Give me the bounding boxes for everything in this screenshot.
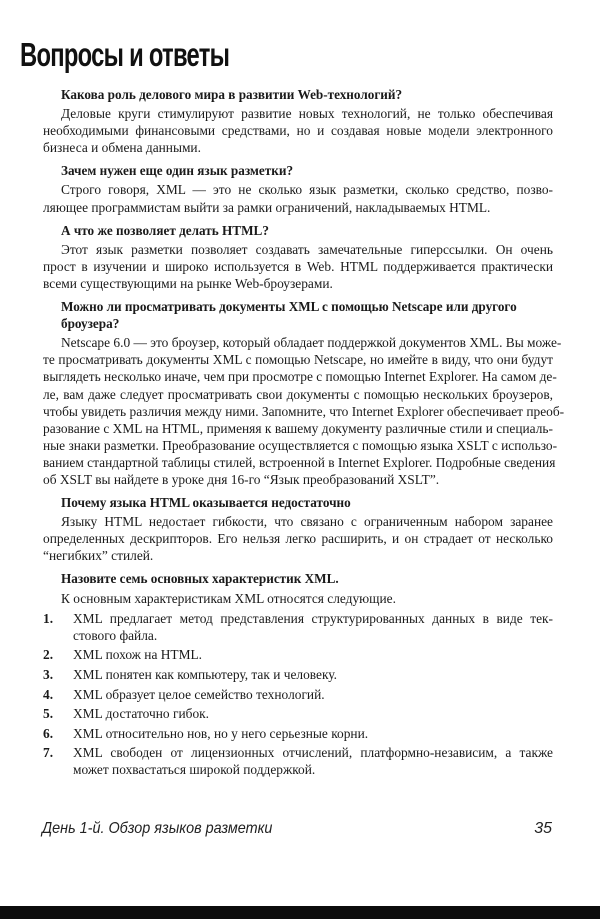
answer-paragraph xyxy=(43,590,553,607)
list-item xyxy=(43,686,553,703)
text-line: бизнеса и обмена данными. xyxy=(43,140,201,156)
text-line: Netscape 6.0 — это броузер, который обладает поддержкой документов XML. Вы може- xyxy=(61,335,562,351)
list-item xyxy=(43,610,553,644)
text-line: XML образует целое семейство технологий. xyxy=(73,686,325,702)
list-item xyxy=(43,666,553,683)
text-line: К основным характеристикам XML относятся следующие. xyxy=(61,590,396,606)
list-number: 5. xyxy=(43,706,54,722)
page-number: 35 xyxy=(534,820,552,837)
text-line: ляющее программистам выйти за рамки ограничений, накладываемых HTML. xyxy=(43,199,491,215)
answer-paragraph xyxy=(43,513,553,564)
text-line: может похвастаться широкой поддержкой. xyxy=(73,762,316,778)
list-number: 7. xyxy=(43,745,54,761)
text-line: всеми существующими на рынке Web-броузерами. xyxy=(43,275,333,291)
list-number: 2. xyxy=(43,647,54,663)
text-line: об XSLT вы найдете в уроке дня 16-го “Язык преобразований XSLT”. xyxy=(43,471,440,487)
question-heading: Зачем нужен еще один язык разметки? xyxy=(61,163,294,179)
list-item xyxy=(43,725,553,742)
list-number: 4. xyxy=(43,686,54,702)
page-title: Вопросы и ответы xyxy=(20,36,230,73)
answer-paragraph xyxy=(43,241,553,292)
list-item xyxy=(43,744,553,778)
list-text xyxy=(73,610,553,644)
list-number: 3. xyxy=(43,666,54,682)
question-heading: Почему языка HTML оказывается недостаточно xyxy=(61,495,351,511)
feature-list xyxy=(43,610,553,779)
text-line: прост в изучении и широко используется в Web. HTML поддерживается практически xyxy=(43,258,553,274)
text-line: XML свободен от лицензионных отчислений, платформно-независим, а также xyxy=(73,745,553,761)
text-line: ле, вам даже следует просматривать свои документы с помощью нескольких броузеров, xyxy=(43,386,553,402)
list-text xyxy=(73,705,553,722)
answer-paragraph xyxy=(43,181,553,215)
text-line: Строго говоря, XML — это не сколько язык разметки, сколько средство, позво- xyxy=(61,182,553,198)
list-number: 6. xyxy=(43,725,54,741)
text-line: XML относительно нов, но у него серьезные корни. xyxy=(73,725,369,741)
text-line: чтобы увидеть различия между ними. Запомните, что Internet Explorer обеспечивает преоб- xyxy=(43,403,565,419)
text-line: разование с XML на HTML, применяя к вашему документу различные стили и специаль- xyxy=(43,420,553,436)
text-line: те просматривать документы XML с помощью Netscape, но имейте в виду, что они будут xyxy=(43,352,553,368)
text-line: XML предлагает метод представления структурированных данных в виде тек- xyxy=(73,610,553,626)
list-text xyxy=(73,666,553,683)
list-item xyxy=(43,705,553,722)
text-line: Этот язык разметки позволяет создавать замечательные гиперссылки. Он очень xyxy=(61,241,553,257)
question-heading: Назовите семь основных характеристик XML. xyxy=(61,571,339,587)
text-line: необходимыми финансовыми средствами, но и создавая новые модели электронного xyxy=(43,123,553,139)
list-text xyxy=(73,725,553,742)
text-line: XML достаточно гибок. xyxy=(73,706,209,722)
text-line: XML похож на HTML. xyxy=(73,647,203,663)
text-line: “негибких” стилей. xyxy=(43,548,154,564)
text-line: определенных дескрипторов. Его нельзя легко расширить, и он страдает от несколько xyxy=(43,531,553,547)
content xyxy=(43,80,565,781)
list-text xyxy=(73,744,553,778)
text-line: Языку HTML недостает гибкости, что связано с ограниченным набором заранее xyxy=(61,514,553,530)
text-line: ванием стандартной таблицы стилей, встроенной в Internet Explorer. Подробные сведения xyxy=(43,454,556,470)
text-line: стового файла. xyxy=(73,627,158,643)
answer-paragraph xyxy=(43,105,553,156)
list-text xyxy=(73,686,553,703)
list-number: 1. xyxy=(43,610,54,626)
question-heading: А что же позволяет делать HTML? xyxy=(61,222,269,238)
page-footer xyxy=(42,820,552,838)
text-line: ные знаки разметки. Преобразование осуществляется с помощью языка XSLT с использо- xyxy=(43,437,558,453)
bottom-bar xyxy=(0,906,600,919)
chapter-title: День 1-й. Обзор языков разметки xyxy=(42,820,273,837)
text-line: выглядеть несколько иначе, чем при просмотре с помощью Internet Explorer. На самом де- xyxy=(43,369,557,385)
text-line: XML понятен как компьютеру, так и человеку. xyxy=(73,666,337,682)
text-line: Деловые круги стимулируют развитие новых технологий, не только обеспечивая xyxy=(61,106,553,122)
answer-paragraph xyxy=(43,334,565,488)
list-item xyxy=(43,646,553,663)
question-heading: Какова роль делового мира в развитии Web-технологий? xyxy=(61,87,403,102)
list-text xyxy=(73,646,553,663)
question-heading: Можно ли просматривать документы XML с помощью Netscape или другого броузера? xyxy=(61,299,517,332)
